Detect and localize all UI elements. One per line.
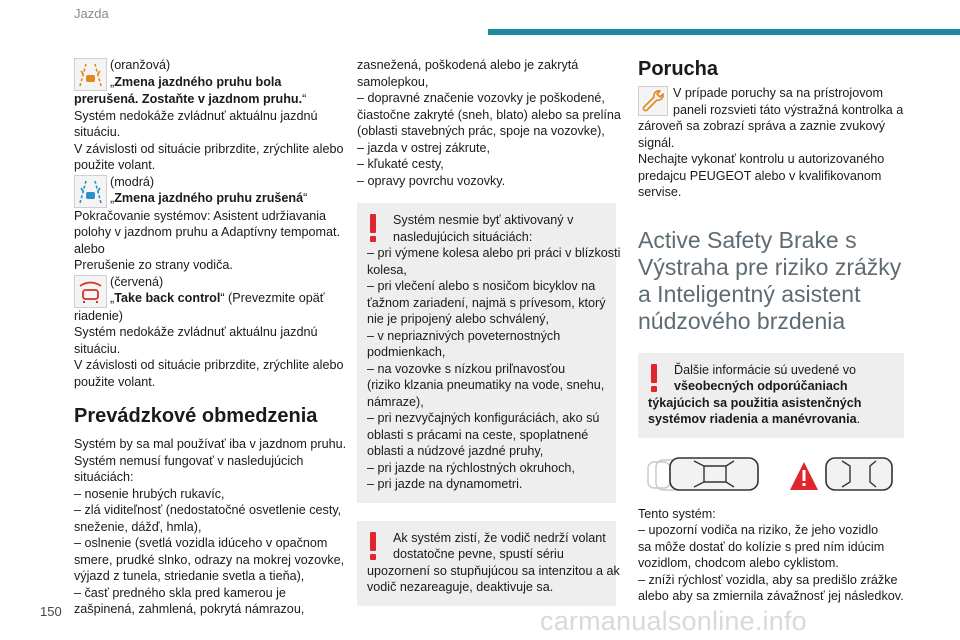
body-line: smere, prudké slnko, odrazy na mokrej vozovke, <box>74 552 345 567</box>
asb-heading <box>638 227 904 335</box>
warning-line: dostatočne pevne, spustí sériu <box>393 547 564 561</box>
quote-close: “ <box>302 92 307 106</box>
warning-line: Systém nesmie byť aktivovaný v <box>393 213 574 227</box>
fault-heading: Porucha <box>638 58 719 80</box>
wrench-icon <box>638 86 668 116</box>
warning-line: – pri vlečení alebo s nosičom bicyklov na <box>367 279 596 293</box>
message-title-cont: prerušená. Zostaňte v jazdnom pruhu. <box>74 92 303 106</box>
warning-box-steering <box>357 521 620 606</box>
body-line: použite volant. <box>74 158 156 172</box>
warning-line: kolesa, <box>367 262 407 277</box>
body-line: Tento systém: <box>638 506 716 521</box>
asb-heading-line: Active Safety Brake s <box>638 226 857 253</box>
body-line: V závislosti od situácie pribrzdite, zrýchlite alebo <box>74 141 344 156</box>
body-line: zasnežená, poškodená alebo je zakrytá <box>357 58 579 72</box>
header-accent-bar <box>488 29 960 35</box>
collision-warning-icon <box>646 452 896 496</box>
body-line: situáciu. <box>74 125 121 139</box>
message-title: Zmena jazdného pruhu zrušená <box>114 191 304 205</box>
warning-line: – na vozovke s nízkou priľnavosťou <box>367 361 566 376</box>
lane-keep-blue-icon <box>74 175 107 208</box>
body-line: riadenie) <box>74 308 124 323</box>
body-line: Systém nedokáže zvládnuť aktuálnu jazdnú <box>74 325 318 339</box>
info-bold: systémov riadenia a manévrovania <box>648 412 857 426</box>
body-line: Pokračovanie systémov: Asistent udržiavania <box>74 208 326 223</box>
body-line: – dopravné značenie vozovky je poškodené, <box>357 91 605 105</box>
body-line: Systém nedokáže zvládnuť aktuálnu jazdnú <box>74 108 318 123</box>
body-line: alebo <box>74 241 105 256</box>
quote-open: „ <box>110 74 115 89</box>
limits-heading: Prevádzkové obmedzenia <box>74 405 318 427</box>
fault-line: servise. <box>638 185 682 199</box>
take-back-control-red-icon <box>74 275 107 308</box>
warning-line: ťažnom zariadení, najmä s prívesom, ktorý <box>367 295 606 310</box>
message-title: Zmena jazdného pruhu bola <box>114 74 282 89</box>
fault-line: signál. <box>638 135 675 150</box>
quote-open: „ <box>110 191 115 205</box>
body-line: vozidlom, chodcom alebo cyklistom. <box>638 556 839 570</box>
warning-line: – pri jazde na rýchlostných okruhoch, <box>367 460 575 475</box>
body-line: Prerušenie zo strany vodiča. <box>74 258 233 272</box>
body-line: čiastočne zakryté (sneh, blato) alebo sa prelína <box>357 107 621 122</box>
warning-exclamation-icon <box>367 213 379 243</box>
warning-line: upozornení so stupňujúcou sa intenzitou a ak <box>367 563 620 578</box>
warning-line: vodič nezareaguje, deaktivuje sa. <box>367 580 554 594</box>
fault-line: V prípade poruchy sa na prístrojovom <box>673 86 884 100</box>
body-line: samolepkou, <box>357 74 429 89</box>
asb-heading-line: a Inteligentný asistent <box>638 280 861 307</box>
body-line: použite volant. <box>74 374 156 389</box>
info-box <box>638 353 904 438</box>
body-line: – zníži rýchlosť vozidla, aby sa predišlo zrážke <box>638 572 898 587</box>
warning-line: Ak systém zistí, že vodič nedrží volant <box>393 530 606 545</box>
info-end: . <box>856 412 861 426</box>
body-line: sneženie, dážď, hmla), <box>74 519 202 534</box>
section-header: Jazda <box>74 6 109 21</box>
body-line: alebo aby sa zmiernila závažnosť jej následkov. <box>638 589 904 603</box>
lane-change-blue-block <box>74 174 342 274</box>
warning-line: oblasti a núdzové jazdné pruhy, <box>367 444 544 458</box>
fault-line: paneli rozsvieti táto výstražná kontrolka a <box>673 102 904 117</box>
warning-line: oblasti s prácami na ceste, spoplatnené <box>367 427 589 442</box>
warning-line: – v nepriaznivých poveternostných <box>367 328 561 343</box>
warning-exclamation-icon <box>367 531 379 561</box>
body-line: – upozorní vodiča na riziko, že jeho vozidlo <box>638 523 879 537</box>
warning-line: nie je pripojený alebo schválený, <box>367 312 550 326</box>
watermark: carmanualsonline.info <box>540 606 807 636</box>
limits-body <box>74 436 347 618</box>
color-label: (oranžová) <box>110 58 171 72</box>
message-title: Take back control <box>114 291 221 305</box>
lane-keep-orange-icon <box>74 58 107 91</box>
body-line: (oblasti stavebných prác, spoje na vozovke), <box>357 124 605 138</box>
column-left <box>74 57 347 618</box>
body-line: Systém by sa mal používať iba v jazdnom pruhu. <box>74 437 347 451</box>
column-right <box>638 57 904 605</box>
system-body <box>638 506 904 605</box>
info-line: Ďalšie informácie sú uvedené vo <box>674 362 857 377</box>
body-line: zašpinená, zahmlená, pokrytá námrazou, <box>74 602 305 616</box>
color-label: (červená) <box>110 274 164 289</box>
asb-heading-line: Výstraha pre riziko zrážky <box>638 253 902 280</box>
warning-line: podmienkach, <box>367 345 446 359</box>
fault-line: predajcu PEUGEOT alebo v kvalifikovanom <box>638 168 882 183</box>
body-line: sa môže dostať do kolízie s pred ním idúcim <box>638 539 885 554</box>
warning-line: námraze), <box>367 394 424 409</box>
body-line: výjazd z tunela, striedanie svetla a tieňa), <box>74 569 305 583</box>
info-bold: všeobecných odporúčaniach <box>674 379 848 393</box>
asb-heading-line: núdzového brzdenia <box>638 307 846 334</box>
lane-change-orange-block <box>74 57 342 174</box>
body-line: polohy v jazdnom pruhu a Adaptívny tempomat. <box>74 225 341 239</box>
warning-exclamation-icon <box>648 363 660 393</box>
body-line: situáciu. <box>74 341 121 356</box>
warning-box-activation <box>357 203 621 503</box>
info-bold: týkajúcich sa použitia asistenčných <box>648 395 862 410</box>
warning-line: nasledujúcich situáciách: <box>393 229 533 244</box>
warning-line: – pri výmene kolesa alebo pri práci v blízkosti <box>367 246 621 260</box>
take-back-control-block <box>74 274 342 391</box>
body-line: situáciách: <box>74 470 134 484</box>
body-line: – jazda v ostrej zákrute, <box>357 140 490 155</box>
fault-line: Nechajte vykonať kontrolu u autorizovaného <box>638 152 885 166</box>
body-line: – kľukaté cesty, <box>357 157 444 171</box>
page-number: 150 <box>40 604 62 619</box>
message-translation: “ (Prevezmite opäť <box>220 291 325 305</box>
fault-block <box>638 85 904 201</box>
body-line: – časť predného skla pred kamerou je <box>74 585 286 600</box>
quote-open: „ <box>110 291 115 305</box>
limits-body-cont <box>357 57 621 189</box>
fault-line: zároveň sa zobrazí správa a zaznie zvukový <box>638 119 886 133</box>
body-line: Systém nemusí fungovať v nasledujúcich <box>74 453 304 468</box>
body-line: – opravy povrchu vozovky. <box>357 173 506 188</box>
warning-line: – pri jazde na dynamometri. <box>367 477 523 491</box>
body-line: V závislosti od situácie pribrzdite, zrýchlite alebo <box>74 358 344 372</box>
warning-line: – pri nezvyčajných konfiguráciách, ako sú <box>367 411 600 425</box>
color-label: (modrá) <box>110 174 155 189</box>
body-line: – nosenie hrubých rukavíc, <box>74 486 225 501</box>
quote-close: “ <box>303 191 308 205</box>
column-middle <box>357 57 621 606</box>
body-line: – oslnenie (svetlá vozidla idúceho v opačnom <box>74 536 328 550</box>
body-line: – zlá viditeľnosť (nedostatočné osvetlenie cesty, <box>74 503 342 517</box>
warning-line: (riziko klzania pneumatiky na vode, snehu, <box>367 378 605 392</box>
